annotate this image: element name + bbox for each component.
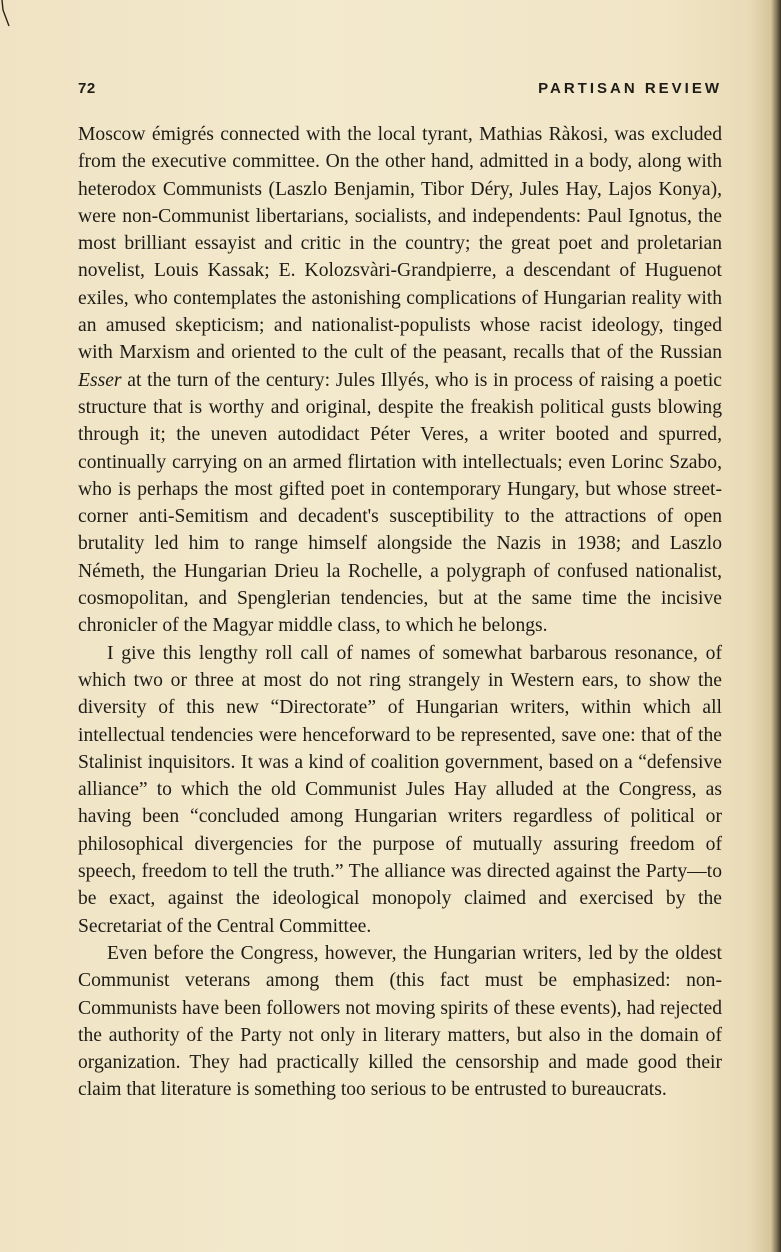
paragraph-1-italic-term: Esser — [78, 369, 122, 391]
journal-title: PARTISAN REVIEW — [538, 80, 722, 97]
paragraph-2: I give this lengthy roll call of names of somewhat barbarous resonance, of which two or three at most do not ring strangely in Western ears, to show the diversity of this new “Directorate” of Hungarian writers, within which all intellectual tendencies were henceforward to be represented, save one: that of the Stalinist inquisitors. It was a kind of coalition government, based on a “defensive alliance” to which the old Communist Jules Hay alluded at the Congress, as having been “concluded among Hungarian writers regardless of political or philosophical divergencies for the purpose of mutually assuring freedom of speech, freedom to tell the truth.” The alliance was directed against the Party—to be exact, against the ideological monopoly claimed and exercised by the Secretariat of the Central Committee. — [78, 642, 722, 937]
paragraph-3: Even before the Congress, however, the Hungarian writers, led by the oldest Communist veterans among them (this fact must be emphasized: non-Communists have been followers not moving spirits of these events), had rejected the authority of the Party not only in literary matters, but also in the domain of organization. They had practically killed the censorship and made good their claim that literature is something too serious to be entrusted to bureaucrats. — [78, 942, 722, 1101]
page-number: 72 — [78, 80, 96, 97]
paragraph-1-text-start: Moscow émigrés connected with the local tyrant, Mathias Ràkosi, was excluded from the executive committee. On the other hand, admitted in a body, along with heterodox Communists (Laszlo Benjamin, Tibor Déry, Jules Hay, Lajos Konya), were non-Communist libertarians, socialists, and independents: Paul Ignotus, the most brilliant essayist and critic in the country; the great poet and proletarian novelist, Louis Kassak; E. Kolozsvàri-Grandpierre, a descendant of Huguenot exiles, who contemplates the astonishing complications of Hungarian reality with an amused skepticism; and nationalist-populists whose racist ideology, tinged with Marxism and oriented to the cult of the peasant, recalls that of the Russian — [78, 124, 722, 364]
body-text — [78, 121, 722, 1104]
paragraph-1-text-end: at the turn of the century: Jules Illyés, who is in process of raising a poetic structure that is worthy and original, despite the freakish political gusts blowing through it; the uneven autodidact Péter Veres, a writer booted and spurred, continually carrying on an armed flirtation with intellectuals; even Lorinc Szabo, who is perhaps the most gifted poet in contemporary Hungary, but whose street-corner anti-Semitism and decadent's susceptibility to the attractions of open brutality led him to range himself alongside the Nazis in 1938; and Laszlo Németh, the Hungarian Drieu la Rochelle, a polygraph of confused nationalist, cosmopolitan, and Spenglerian tendencies, but at the same time the incisive chronicler of the Magyar middle class, to which he belongs. — [78, 369, 722, 637]
running-head — [78, 80, 722, 102]
page-binding-shadow — [771, 0, 781, 1252]
paragraph-1 — [78, 121, 722, 640]
page-corner-mark — [0, 0, 22, 28]
